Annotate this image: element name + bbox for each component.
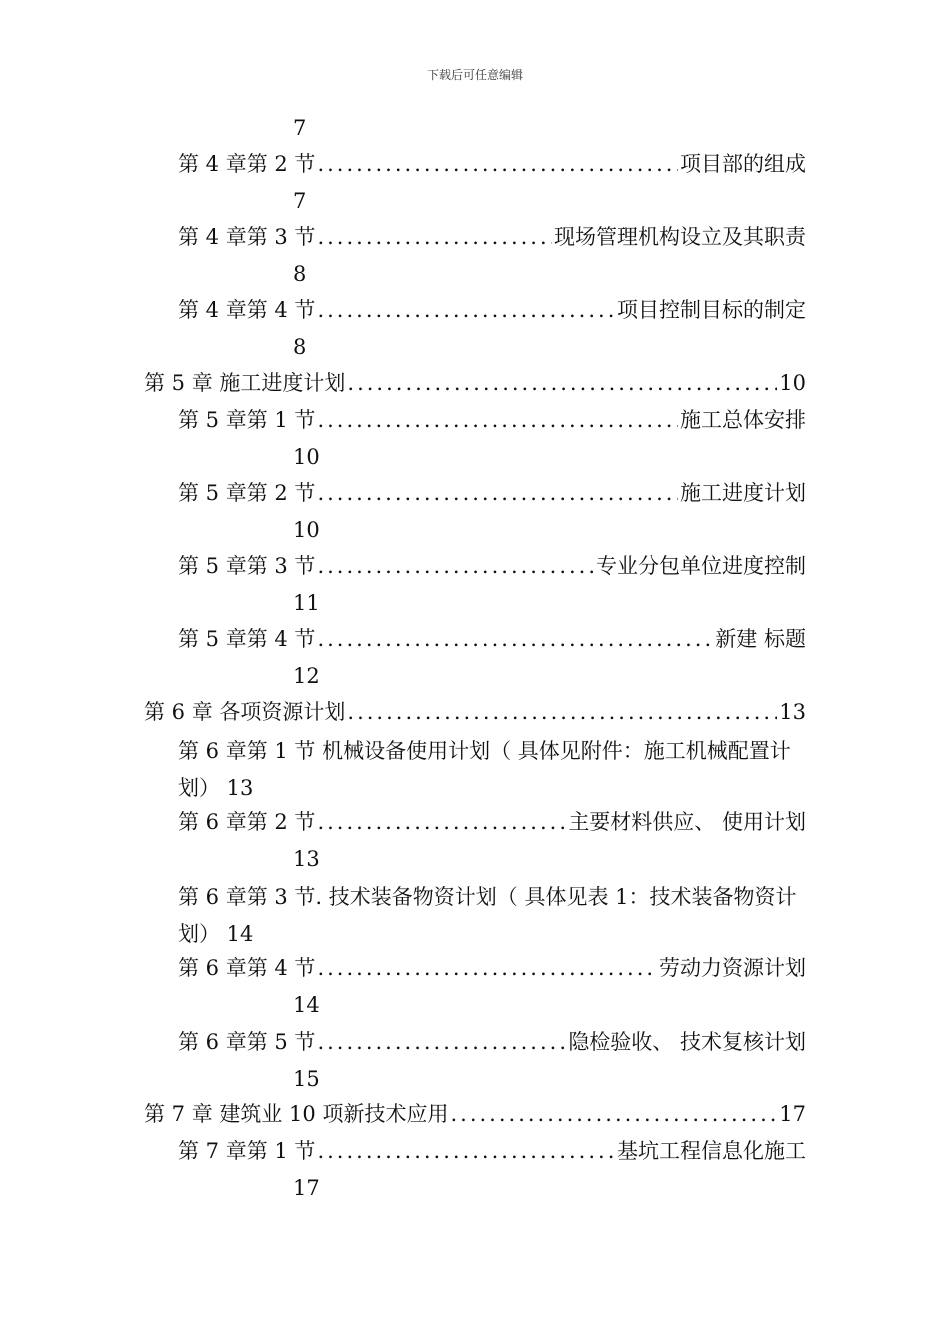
dot-leader [317,405,678,435]
page-header: 下载后可任意编辑 [426,68,523,82]
toc-section-entry[interactable] [178,1136,806,1166]
toc-section-entry[interactable] [178,1027,806,1057]
dot-leader [317,149,678,179]
toc-chapter-entry[interactable] [144,697,806,727]
toc-section-title: 项目控制目标的制定 [617,298,806,322]
toc-section-title: 主要材料供应、 使用计划 [568,810,806,834]
toc-page-number: 10 [293,445,320,469]
dot-leader [450,1099,777,1129]
toc-section-entry[interactable] [178,478,806,508]
toc-page-number: 8 [293,335,307,359]
toc-section-title: 施工总体安排 [680,408,806,432]
dot-leader [317,222,552,252]
toc-section-title: 施工进度计划 [680,481,806,505]
dot-leader [317,478,678,508]
dot-leader [317,551,594,581]
toc-section-label: 第 6 章第 4 节 [178,956,316,980]
toc-chapter-label: 第 6 章 各项资源计划 [144,700,346,724]
toc-section-entry-wrapped[interactable]: 第 6 章第 1 节 机械设备使用计划（ 具体见附件：施工机械配置计划） 13 [178,739,791,800]
dot-leader [317,953,657,983]
toc-section-title: 项目部的组成 [680,152,806,176]
toc-page-number: 15 [293,1067,320,1091]
toc-chapter-entry[interactable] [144,368,806,398]
toc-section-entry[interactable] [178,953,806,983]
toc-section-entry-wrapped[interactable]: 第 6 章第 3 节. 技术装备物资计划（ 具体见表 1：技术装备物资计划） 14 [178,885,797,946]
toc-section-label: 第 6 章第 5 节 [178,1030,316,1054]
toc-section-entry[interactable] [178,807,806,837]
dot-leader [317,624,713,654]
toc-section-label: 第 6 章第 2 节 [178,810,316,834]
toc-section-title: 劳动力资源计划 [659,956,806,980]
toc-section-entry[interactable] [178,405,806,435]
toc-section-label: 第 5 章第 3 节 [178,554,316,578]
dot-leader [317,295,615,325]
dot-leader [317,807,566,837]
toc-chapter-label: 第 5 章 施工进度计划 [144,371,346,395]
toc-section-label: 第 4 章第 3 节 [178,225,316,249]
toc-section-entry[interactable] [178,295,806,325]
dot-leader [317,1136,615,1166]
toc-chapter-page: 17 [779,1102,806,1126]
toc-page-number: 8 [293,262,307,286]
toc-section-label: 第 5 章第 2 节 [178,481,316,505]
toc-chapter-label: 第 7 章 建筑业 10 项新技术应用 [144,1102,449,1126]
toc-page-number: 7 [293,116,307,140]
toc-section-label: 第 5 章第 1 节 [178,408,316,432]
toc-page-number: 17 [293,1176,320,1200]
toc-chapter-page: 10 [779,371,806,395]
toc-page-number: 10 [293,518,320,542]
toc-section-title: 现场管理机构设立及其职责 [554,225,806,249]
toc-section-title: 专业分包单位进度控制 [596,554,806,578]
toc-section-label: 第 7 章第 1 节 [178,1139,316,1163]
toc-section-entry[interactable] [178,551,806,581]
toc-chapter-entry[interactable] [144,1099,806,1129]
toc-section-label: 第 5 章第 4 节 [178,627,316,651]
dot-leader [317,1027,566,1057]
toc-page-number: 12 [293,664,320,688]
toc-page-number: 11 [293,591,320,615]
toc-section-label: 第 4 章第 4 节 [178,298,316,322]
toc-section-entry[interactable] [178,222,806,252]
toc-section-title: 新建 标题 [715,627,806,651]
toc-section-entry[interactable] [178,149,806,179]
toc-section-label: 第 4 章第 2 节 [178,152,316,176]
toc-page-number: 7 [293,189,307,213]
toc-page-number: 14 [293,993,320,1017]
dot-leader [347,697,777,727]
toc-page-number: 13 [293,847,320,871]
toc-section-title: 隐检验收、 技术复核计划 [568,1030,806,1054]
dot-leader [347,368,777,398]
toc-section-entry[interactable] [178,624,806,654]
toc-chapter-page: 13 [779,700,806,724]
toc-section-title: 基坑工程信息化施工 [617,1139,806,1163]
